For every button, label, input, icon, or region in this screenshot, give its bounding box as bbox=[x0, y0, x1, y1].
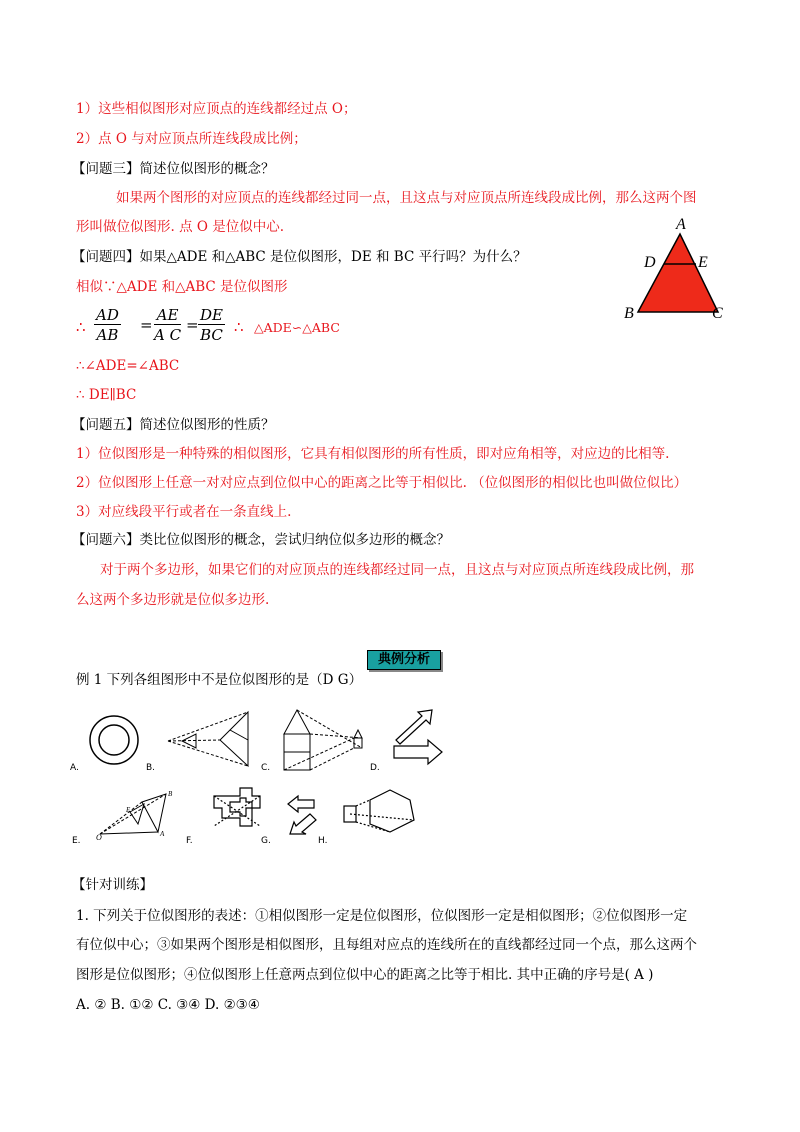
fraction-numerator: AD bbox=[96, 306, 119, 324]
label-a: A bbox=[676, 216, 686, 233]
fraction-de-bc bbox=[198, 306, 225, 345]
practice-1-line-1: 1. 下列关于位似图形的表述：①相似图形一定是位似图形，位似图形一定是相似图形；②位似图形一定 bbox=[76, 908, 688, 924]
figure-label-d: D. bbox=[370, 763, 380, 773]
figure-d-arrows bbox=[394, 710, 442, 764]
answer-5-line-2: 2）位似图形上任意一对对应点到位似中心的距离之比等于相似比. （位似图形的相似比也叫做位似比） bbox=[76, 475, 688, 491]
answer-3-line-1: 如果两个图形的对应顶点的连线都经过同一点，且这点与对应顶点所连线段成比例，那么这两个图 bbox=[116, 190, 697, 206]
label-c: C bbox=[712, 305, 723, 322]
section-header bbox=[367, 650, 441, 670]
equals-sign: = bbox=[186, 316, 199, 334]
figure-g-arrows bbox=[288, 796, 316, 834]
practice-heading: 【针对训练】 bbox=[72, 877, 153, 893]
figure-label-b: B. bbox=[146, 763, 156, 773]
answer-6-line-1: 对于两个多边形，如果它们的对应顶点的连线都经过同一点，且这点与对应顶点所连线段成比例，那 bbox=[100, 562, 694, 578]
figure-b-triangles bbox=[168, 712, 248, 766]
answer-4-line-4: ∴ DE∥BC bbox=[76, 387, 137, 403]
figure-label-h: H. bbox=[318, 836, 328, 846]
fraction-ae-ac bbox=[154, 306, 181, 345]
figure-label-a: A. bbox=[70, 763, 79, 773]
answer-4-line-3: ∴∠ADE=∠ABC bbox=[76, 358, 180, 374]
figure-label-e: E. bbox=[72, 836, 81, 846]
figure-f-crosses bbox=[214, 788, 260, 826]
equals-sign: = bbox=[140, 316, 153, 334]
answer-5-line-1: 1）位似图形是一种特殊的相似图形，它具有相似图形的所有性质，即对应角相等，对应边的比相等. bbox=[76, 446, 670, 462]
fraction-denominator: BC bbox=[200, 326, 223, 344]
svg-text:A: A bbox=[160, 830, 165, 838]
figure-e-triangles bbox=[96, 790, 173, 842]
label-d: D bbox=[644, 254, 656, 271]
svg-text:O: O bbox=[96, 833, 102, 842]
answer-4-line-1: 相似∵△ADE 和△ABC 是位似图形 bbox=[76, 279, 288, 295]
triangle-ade-abc-figure bbox=[620, 212, 730, 327]
question-3: 【问题三】简述位似图形的概念？ bbox=[72, 161, 275, 177]
figure-c-houses bbox=[284, 710, 362, 770]
svg-text:E: E bbox=[126, 806, 131, 814]
question-4: 【问题四】如果△ADE 和△ABC 是位似图形，DE 和 BC 平行吗？为什么？ bbox=[72, 249, 527, 265]
fraction-numerator: AE bbox=[154, 306, 181, 325]
therefore-symbol: ∴ bbox=[76, 318, 86, 336]
point-o-line-1: 1）这些相似图形对应顶点的连线都经过点 O； bbox=[76, 101, 357, 117]
fraction-numerator: DE bbox=[200, 306, 223, 324]
question-5: 【问题五】简述位似图形的性质？ bbox=[72, 417, 275, 433]
label-b: B bbox=[624, 305, 634, 322]
example-1: 例 1 下列各组图形中不是位似图形的是（D G） bbox=[76, 672, 363, 688]
figure-label-g: G. bbox=[261, 836, 271, 846]
triangle-abc bbox=[638, 234, 718, 312]
answer-6-line-2: 么这两个多边形就是位似多边形. bbox=[76, 592, 270, 608]
figure-label-c: C. bbox=[261, 763, 271, 773]
answer-5-line-3: 3）对应线段平行或者在一条直线上. bbox=[76, 504, 292, 520]
point-o-line-2: 2）点 O 与对应顶点所连线段成比例； bbox=[76, 131, 307, 147]
practice-1-options: A. ② B. ①② C. ③④ D. ②③④ bbox=[76, 997, 260, 1013]
similar-statement: △ADE∽△ABC bbox=[254, 320, 340, 335]
figure-a-concentric-circles bbox=[90, 716, 138, 764]
practice-1-line-2: 有位似中心；③如果两个图形是相似图形，且每组对应点的连线所在的直线都经过同一个点，那么这两个 bbox=[76, 937, 697, 953]
figure-h-polygons bbox=[344, 790, 414, 832]
svg-text:B: B bbox=[168, 790, 173, 798]
fraction-denominator: AB bbox=[96, 326, 119, 344]
therefore-symbol: ∴ bbox=[234, 318, 244, 336]
fraction-ad-ab bbox=[94, 306, 121, 345]
figure-label-f: F. bbox=[186, 836, 193, 846]
practice-1-line-3: 图形是位似图形；④位似图形上任意两点到位似中心的距离之比等于相比. 其中正确的序号是( A ) bbox=[76, 967, 654, 983]
answer-3-line-2: 形叫做位似图形. 点 O 是位似中心. bbox=[76, 219, 285, 235]
section-title: 典例分析 bbox=[377, 652, 430, 667]
question-6: 【问题六】类比位似图形的概念，尝试归纳位似多边形的概念？ bbox=[72, 532, 450, 548]
fraction-denominator: A C bbox=[154, 326, 182, 344]
label-e: E bbox=[698, 254, 708, 271]
